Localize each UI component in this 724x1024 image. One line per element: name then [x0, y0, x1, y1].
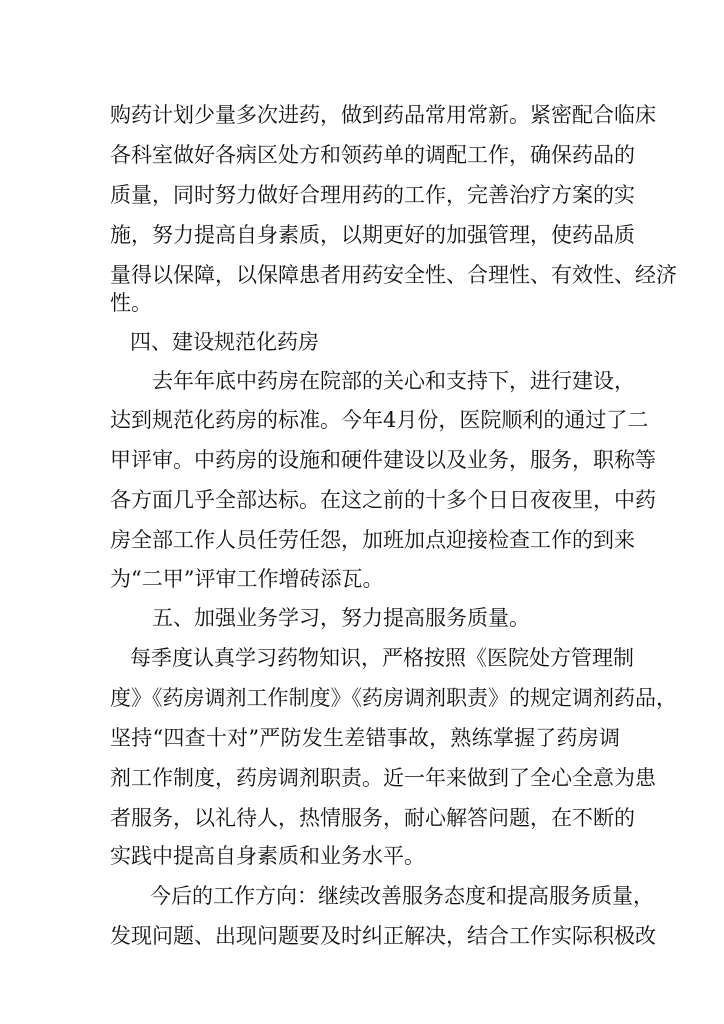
paragraph-line: 坚持“四查十对”严防发生差错事故，熟练掌握了药房调	[110, 726, 620, 750]
paragraph-line: 甲评审。中药房的设施和硬件建设以及业务，服务，职称等	[110, 448, 656, 472]
paragraph-line: 者服务，以礼待人，热情服务，耐心解答问题，在不断的	[110, 806, 635, 830]
paragraph-line: 施，努力提高自身素质，以期更好的加强管理，使药品质	[110, 223, 635, 247]
paragraph-line: 实践中提高自身素质和业务水平。	[110, 844, 425, 868]
paragraph-line: 房全部工作人员任劳任怨，加班加点迎接检查工作的到来	[110, 528, 635, 552]
section-heading: 五、加强业务学习，努力提高服务质量。	[152, 606, 530, 630]
paragraph-line: 今后的工作方向：继续改善服务态度和提高服务质量，	[150, 884, 654, 908]
paragraph-line: 去年年底中药房在院部的关心和支持下，进行建设，	[152, 369, 635, 393]
paragraph-line: 为“二甲”评审工作增砖添瓦。	[110, 567, 384, 591]
paragraph-line: 性。	[110, 291, 152, 315]
paragraph-line: 发现问题、出现问题要及时纠正解决，结合工作实际积极改	[110, 924, 656, 948]
paragraph-line: 量得以保障，以保障患者用药安全性、合理性、有效性、经济	[110, 263, 677, 287]
paragraph-line: 质量，同时努力做好合理用药的工作，完善治疗方案的实	[110, 183, 635, 207]
paragraph-line: 各科室做好各病区处方和领药单的调配工作，确保药品的	[110, 143, 635, 167]
paragraph-line: 购药计划少量多次进药，做到药品常用常新。紧密配合临床	[110, 103, 656, 127]
paragraph-line: 每季度认真学习药物知识，严格按照《医院处方管理制	[130, 646, 634, 670]
section-heading: 四、建设规范化药房	[130, 330, 319, 354]
paragraph-line: 各方面几乎全部达标。在这之前的十多个日日夜夜里，中药	[110, 488, 656, 512]
paragraph-line: 度》《药房调剂工作制度》《药房调剂职责》的规定调剂药品，	[110, 686, 677, 710]
paragraph-line: 达到规范化药房的标准。今年4月份，医院顺利的通过了二	[110, 408, 649, 432]
paragraph-line: 剂工作制度，药房调剂职责。近一年来做到了全心全意为患	[110, 766, 656, 790]
